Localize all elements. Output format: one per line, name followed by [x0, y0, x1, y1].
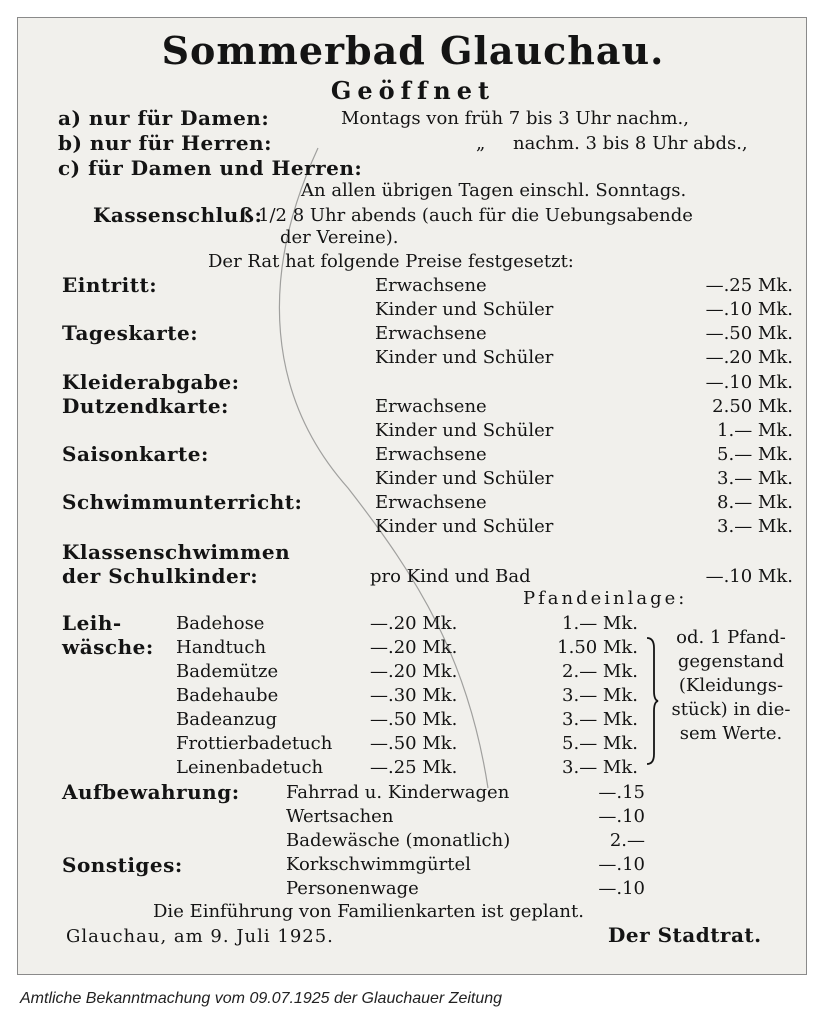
pfand-note-line: gegenstand	[677, 651, 785, 672]
leih-pfand: 3.— Mk.	[562, 757, 638, 778]
opening-label-c: c) für Damen und Herren:	[58, 156, 363, 180]
aufbewahrung-label: Aufbewahrung:	[62, 780, 240, 804]
price-value: 2.50 Mk.	[712, 396, 793, 417]
leih-item: Badehaube	[176, 685, 279, 706]
other-days-text: An allen übrigen Tagen einschl. Sonntags.	[301, 180, 687, 201]
opening-time-a: Montags von früh 7 bis 3 Uhr nachm.,	[341, 108, 689, 129]
signature-text: Der Stadtrat.	[608, 923, 762, 947]
leih-price: —.30 Mk.	[370, 685, 458, 706]
price-item: Kinder und Schüler	[375, 299, 554, 320]
notice-subtitle: Geöffnet	[330, 76, 496, 105]
price-label-tageskarte: Tageskarte:	[62, 321, 199, 345]
curly-brace-icon	[645, 636, 659, 766]
price-item: Erwachsene	[375, 444, 487, 465]
leih-label-2: wäsche:	[62, 635, 154, 659]
pfand-header: Pfandeinlage:	[523, 588, 688, 609]
leih-pfand: 5.— Mk.	[562, 733, 638, 754]
price-item: Erwachsene	[375, 396, 487, 417]
price-value: —.25 Mk.	[705, 275, 793, 296]
price-item: Kinder und Schüler	[375, 516, 554, 537]
leih-pfand: 2.— Mk.	[562, 661, 638, 682]
price-label-saisonkarte: Saisonkarte:	[62, 442, 209, 466]
price-item: Erwachsene	[375, 492, 487, 513]
aufbewahrung-price: —.10	[598, 806, 645, 827]
image-caption: Amtliche Bekanntmachung vom 09.07.1925 der Glauchauer Zeitung	[20, 990, 503, 1007]
pfand-note-line: od. 1 Pfand-	[676, 627, 786, 648]
leih-item: Leinenbadetuch	[176, 757, 324, 778]
price-item: Kinder und Schüler	[375, 347, 554, 368]
price-label-schwimmunterricht: Schwimmunterricht:	[62, 490, 303, 514]
leih-price: —.50 Mk.	[370, 709, 458, 730]
sonstiges-price: —.10	[598, 878, 645, 899]
leih-pfand: 1.50 Mk.	[557, 637, 638, 658]
sonstiges-item: Personenwage	[286, 878, 419, 899]
sonstiges-item: Korkschwimmgürtel	[286, 854, 471, 875]
opening-ditto-b: „	[476, 133, 486, 154]
price-value: 5.— Mk.	[717, 444, 793, 465]
pfand-note-line: sem Werte.	[679, 723, 783, 744]
klassen-item: pro Kind und Bad	[370, 566, 531, 587]
aufbewahrung-price: —.15	[598, 782, 645, 803]
leih-item: Bademütze	[176, 661, 279, 682]
leih-item: Badehose	[176, 613, 265, 634]
leih-label: Leih-	[62, 611, 122, 635]
leih-price: —.25 Mk.	[370, 757, 458, 778]
aufbewahrung-item: Badewäsche (monatlich)	[286, 830, 511, 851]
price-item: Kinder und Schüler	[375, 468, 554, 489]
leih-item: Frottierbadetuch	[176, 733, 333, 754]
opening-time-b: nachm. 3 bis 8 Uhr abds.,	[513, 133, 748, 154]
price-value: 3.— Mk.	[717, 468, 793, 489]
klassen-price: —.10 Mk.	[705, 566, 793, 587]
price-value: —.50 Mk.	[705, 323, 793, 344]
leih-price: —.50 Mk.	[370, 733, 458, 754]
leih-pfand: 3.— Mk.	[562, 709, 638, 730]
opening-label-b: b) nur für Herren:	[58, 131, 272, 155]
rat-text: Der Rat hat folgende Preise festgesetzt:	[208, 251, 574, 272]
pfand-note-line: stück) in die-	[671, 699, 791, 720]
klassen-label-2: der Schulkinder:	[62, 564, 259, 588]
price-label-dutzendkarte: Dutzendkarte:	[62, 394, 229, 418]
leih-price: —.20 Mk.	[370, 613, 458, 634]
leih-item: Badeanzug	[176, 709, 278, 730]
aufbewahrung-item: Fahrrad u. Kinderwagen	[286, 782, 510, 803]
leih-price: —.20 Mk.	[370, 661, 458, 682]
price-item: Erwachsene	[375, 323, 487, 344]
notice-title: Sommerbad Glauchau.	[161, 28, 665, 73]
leih-item: Handtuch	[176, 637, 267, 658]
sonstiges-label: Sonstiges:	[62, 853, 183, 877]
pfand-note-line: (Kleidungs-	[678, 675, 784, 696]
price-value: 3.— Mk.	[717, 516, 793, 537]
familien-text: Die Einführung von Familienkarten ist geplant.	[153, 901, 584, 922]
leih-pfand: 3.— Mk.	[562, 685, 638, 706]
price-label-eintritt: Eintritt:	[62, 273, 158, 297]
kassenschluss-text-2: der Vereine).	[280, 227, 399, 248]
price-value: —.10 Mk.	[705, 299, 793, 320]
kassenschluss-text: 1/2 8 Uhr abends (auch für die Uebungsabende	[258, 205, 693, 226]
price-value: —.20 Mk.	[705, 347, 793, 368]
price-value: 8.— Mk.	[717, 492, 793, 513]
leih-pfand: 1.— Mk.	[562, 613, 638, 634]
kassenschluss-label: Kassenschluß:	[93, 203, 263, 227]
price-value: 1.— Mk.	[717, 420, 793, 441]
date-line: Glauchau, am 9. Juli 1925.	[66, 926, 334, 947]
aufbewahrung-price: 2.—	[609, 830, 645, 851]
price-item: Erwachsene	[375, 275, 487, 296]
klassen-label: Klassenschwimmen	[62, 540, 291, 564]
price-label-kleiderabgabe: Kleiderabgabe:	[62, 370, 240, 394]
price-item: Kinder und Schüler	[375, 420, 554, 441]
sonstiges-price: —.10	[598, 854, 645, 875]
opening-label-a: a) nur für Damen:	[58, 106, 270, 130]
aufbewahrung-item: Wertsachen	[286, 806, 394, 827]
price-value: —.10 Mk.	[705, 372, 793, 393]
leih-price: —.20 Mk.	[370, 637, 458, 658]
newspaper-clipping	[17, 17, 807, 975]
